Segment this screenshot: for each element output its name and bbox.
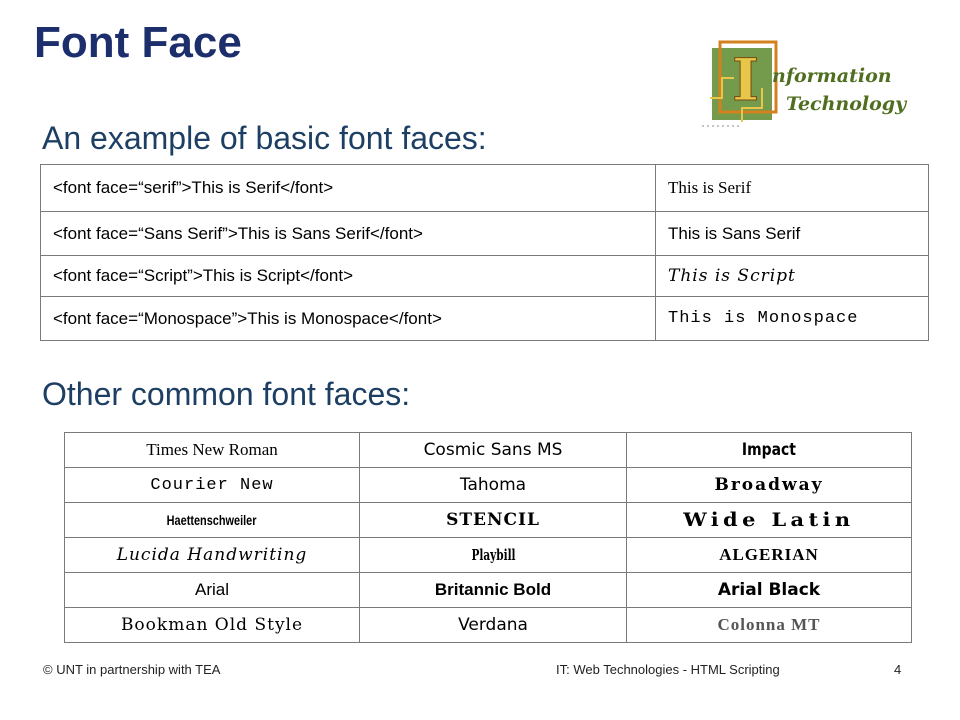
code-cell: <font face=“Sans Serif”>This is Sans Serif</font> <box>41 212 656 256</box>
common-fonts-table <box>64 432 912 643</box>
table-row <box>41 165 929 212</box>
font-cell-lucida-handwriting: Lucida Handwriting <box>65 538 360 573</box>
font-cell-arial-black: Arial Black <box>627 573 912 608</box>
footer-course-title: IT: Web Technologies - HTML Scripting <box>556 662 780 677</box>
font-cell-impact <box>627 433 912 468</box>
table-row <box>65 538 912 573</box>
basic-fonts-table <box>40 164 929 341</box>
font-cell-algerian: ALGERIAN <box>627 538 912 573</box>
svg-text:Technology: Technology <box>786 93 907 115</box>
table-row <box>65 468 912 503</box>
font-cell-playbill <box>360 538 627 573</box>
font-cell-colonna-mt: Colonna MT <box>627 608 912 643</box>
svg-text:nformation: nformation <box>772 65 892 87</box>
sample-cell-script: This is Script <box>656 256 929 297</box>
font-cell-wide-latin <box>627 503 912 538</box>
sample-cell-sans: This is Sans Serif <box>656 212 929 256</box>
subheading-common-fonts: Other common font faces: <box>42 376 411 412</box>
font-cell-bookman-old-style: Bookman Old Style <box>65 608 360 643</box>
sample-cell-monospace: This is Monospace <box>656 297 929 341</box>
footer-copyright: © UNT in partnership with TEA <box>43 662 221 677</box>
code-cell: <font face=“Script”>This is Script</font> <box>41 256 656 297</box>
font-cell-arial: Arial <box>65 573 360 608</box>
font-cell-courier-new: Courier New <box>65 468 360 503</box>
table-row <box>41 256 929 297</box>
font-cell-verdana: Verdana <box>360 608 627 643</box>
information-technology-logo <box>702 38 912 130</box>
font-label-playbill: Playbill <box>470 546 516 564</box>
table-row <box>65 503 912 538</box>
table-row <box>41 212 929 256</box>
font-cell-times-new-roman: Times New Roman <box>65 433 360 468</box>
table-row <box>65 573 912 608</box>
font-cell-broadway: Broadway <box>627 468 912 503</box>
font-label-haettenschweiler: Haettenschweiler <box>167 512 257 528</box>
font-cell-tahoma: Tahoma <box>360 468 627 503</box>
subheading-basic-fonts: An example of basic font faces: <box>42 120 487 156</box>
slide-title: Font Face <box>34 18 242 67</box>
footer-page-number: 4 <box>894 662 902 677</box>
sample-cell-serif: This is Serif <box>656 165 929 212</box>
font-cell-haettenschweiler <box>65 503 360 538</box>
font-cell-stencil: STENCIL <box>360 503 627 538</box>
code-cell: <font face=“Monospace”>This is Monospace</font> <box>41 297 656 341</box>
font-label-wide-latin: Wide Latin <box>683 509 855 531</box>
font-cell-cosmic-sans: Cosmic Sans MS <box>360 433 627 468</box>
svg-text:I: I <box>732 46 760 114</box>
font-label-impact: Impact <box>741 440 797 460</box>
table-row <box>65 608 912 643</box>
table-row <box>65 433 912 468</box>
font-cell-britannic-bold: Britannic Bold <box>360 573 627 608</box>
table-row <box>41 297 929 341</box>
code-cell: <font face=“serif”>This is Serif</font> <box>41 165 656 212</box>
